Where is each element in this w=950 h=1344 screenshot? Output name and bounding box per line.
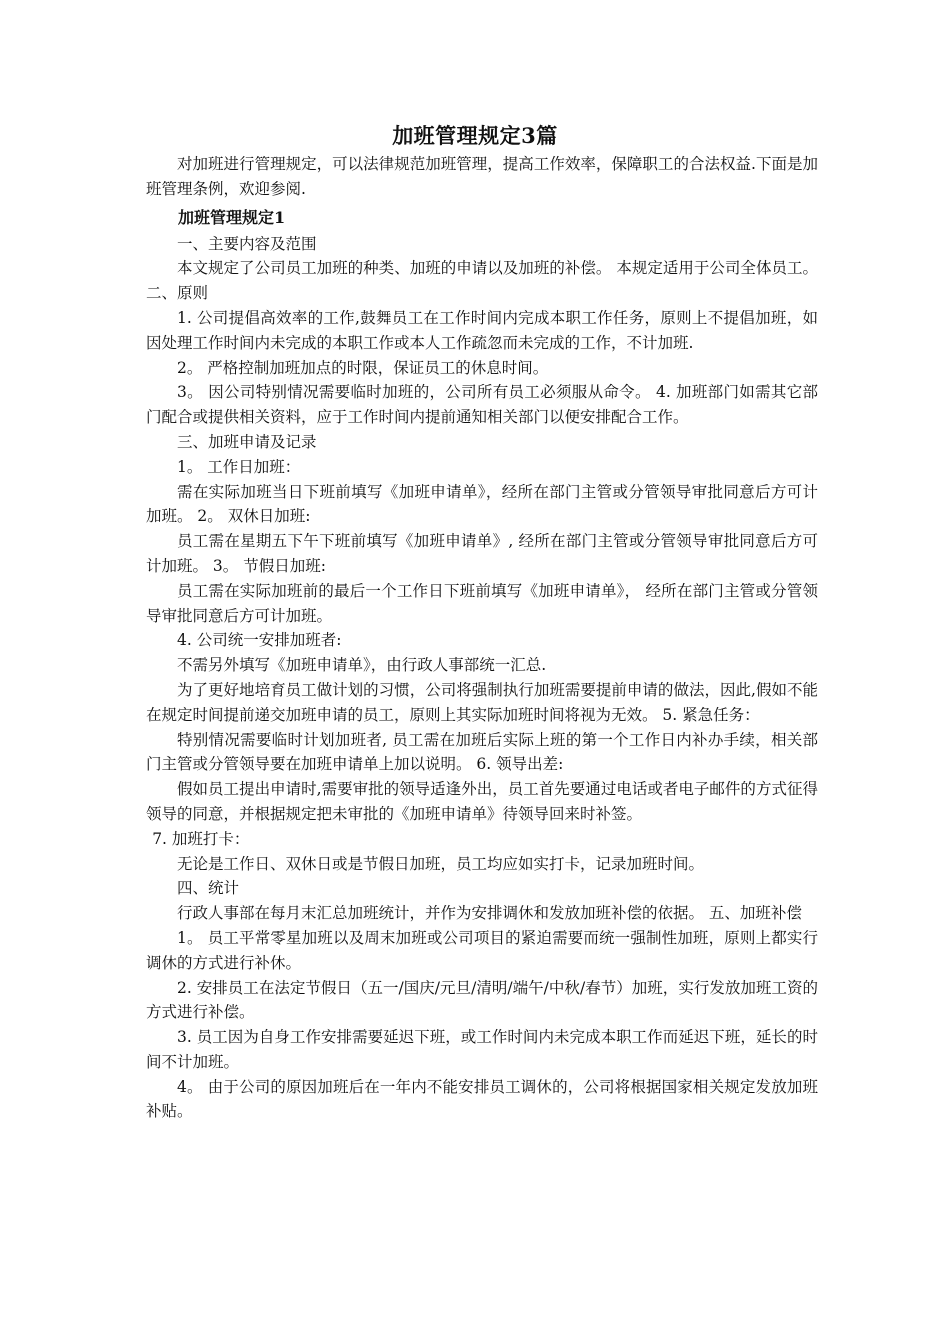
paragraph: 1。 工作日加班：: [177, 457, 301, 476]
paragraph: 4. 公司统一安排加班者:: [177, 631, 342, 650]
paragraph: 为了更好地培育员工做计划的习惯，公司将强制执行加班需要提前申请的做法，因此,假如不能在规定时间提前递交加班申请的员工，原则上其实际加班时间将视为无效。 5. 紧急任务：: [146, 680, 818, 724]
paragraph: 4。 由于公司的原因加班后在一年内不能安排员工调休的，公司将根据国家相关规定发放加班补贴。: [146, 1077, 818, 1121]
document-title: 加班管理规定3篇: [392, 123, 558, 148]
paragraph: 2. 安排员工在法定节假日（五一/国庆/元旦/清明/端午/中秋/春节）加班，实行发放加班工资的方式进行补偿。: [146, 978, 818, 1022]
paragraph: 四、统计: [177, 879, 240, 898]
paragraph: 需在实际加班当日下班前填写《加班申请单》，经所在部门主管或分管领导审批同意后方可计加班。 2。 双休日加班:: [146, 482, 818, 526]
paragraph: 3. 员工因为自身工作安排需要延迟下班，或工作时间内未完成本职工作而延迟下班，延长的时间不计加班。: [146, 1028, 818, 1071]
paragraph: 3。 因公司特别情况需要临时加班的，公司所有员工必须服从命令。 4. 加班部门如需其它部门配合或提供相关资料，应于工作时间内提前通知相关部门以便安排配合工作。: [146, 383, 818, 427]
paragraph: 不需另外填写《加班申请单》，由行政人事部统一汇总.: [177, 656, 547, 675]
paragraph: 1. 公司提倡高效率的工作,鼓舞员工在工作时间内完成本职工作任务，原则上不提倡加班，如因处理工作时间内未完成的本职工作或本人工作疏忽而未完成的工作，不计加班.: [146, 308, 818, 352]
paragraph: 员工需在实际加班前的最后一个工作日下班前填写《加班申请单》， 经所在部门主管或分管领导审批同意后方可计加班。: [146, 581, 818, 625]
document-body: [146, 152, 818, 1124]
paragraph: 7. 加班打卡：: [152, 829, 250, 848]
paragraph: 对加班进行管理规定，可以法律规范加班管理，提高工作效率，保障职工的合法权益.下面是加班管理条例，欢迎参阅.: [146, 155, 818, 198]
paragraph: 2。 严格控制加班加点的时限，保证员工的休息时间。: [177, 358, 549, 377]
section-heading: 加班管理规定1: [178, 207, 286, 227]
paragraph: 本文规定了公司员工加班的种类、加班的申请以及加班的补偿。 本规定适用于公司全体员工。 二、原则: [146, 259, 818, 303]
paragraph: 行政人事部在每月末汇总加班统计，并作为安排调休和发放加班补偿的依据。 五、加班补偿: [177, 904, 802, 923]
paragraph: 特别情况需要临时计划加班者, 员工需在加班后实际上班的第一个工作日内补办手续，相关部门主管或分管领导要在加班申请单上加以说明。 6. 领导出差:: [146, 730, 818, 774]
paragraph: 假如员工提出申请时,需要审批的领导适逢外出，员工首先要通过电话或者电子邮件的方式征得领导的同意，并根据规定把未审批的《加班申请单》待领导回来时补签。: [146, 780, 818, 823]
paragraph: 三、加班申请及记录: [177, 432, 317, 451]
paragraph: 一、主要内容及范围: [177, 234, 317, 253]
paragraph: 1。 员工平常零星加班以及周末加班或公司项目的紧迫需要而统一强制性加班，原则上都实行调休的方式进行补休。: [146, 928, 818, 972]
paragraph: 员工需在星期五下午下班前填写《加班申请单》, 经所在部门主管或分管领导审批同意后方可计加班。 3。 节假日加班:: [146, 532, 818, 575]
paragraph: 无论是工作日、双休日或是节假日加班，员工均应如实打卡，记录加班时间。: [177, 854, 705, 873]
